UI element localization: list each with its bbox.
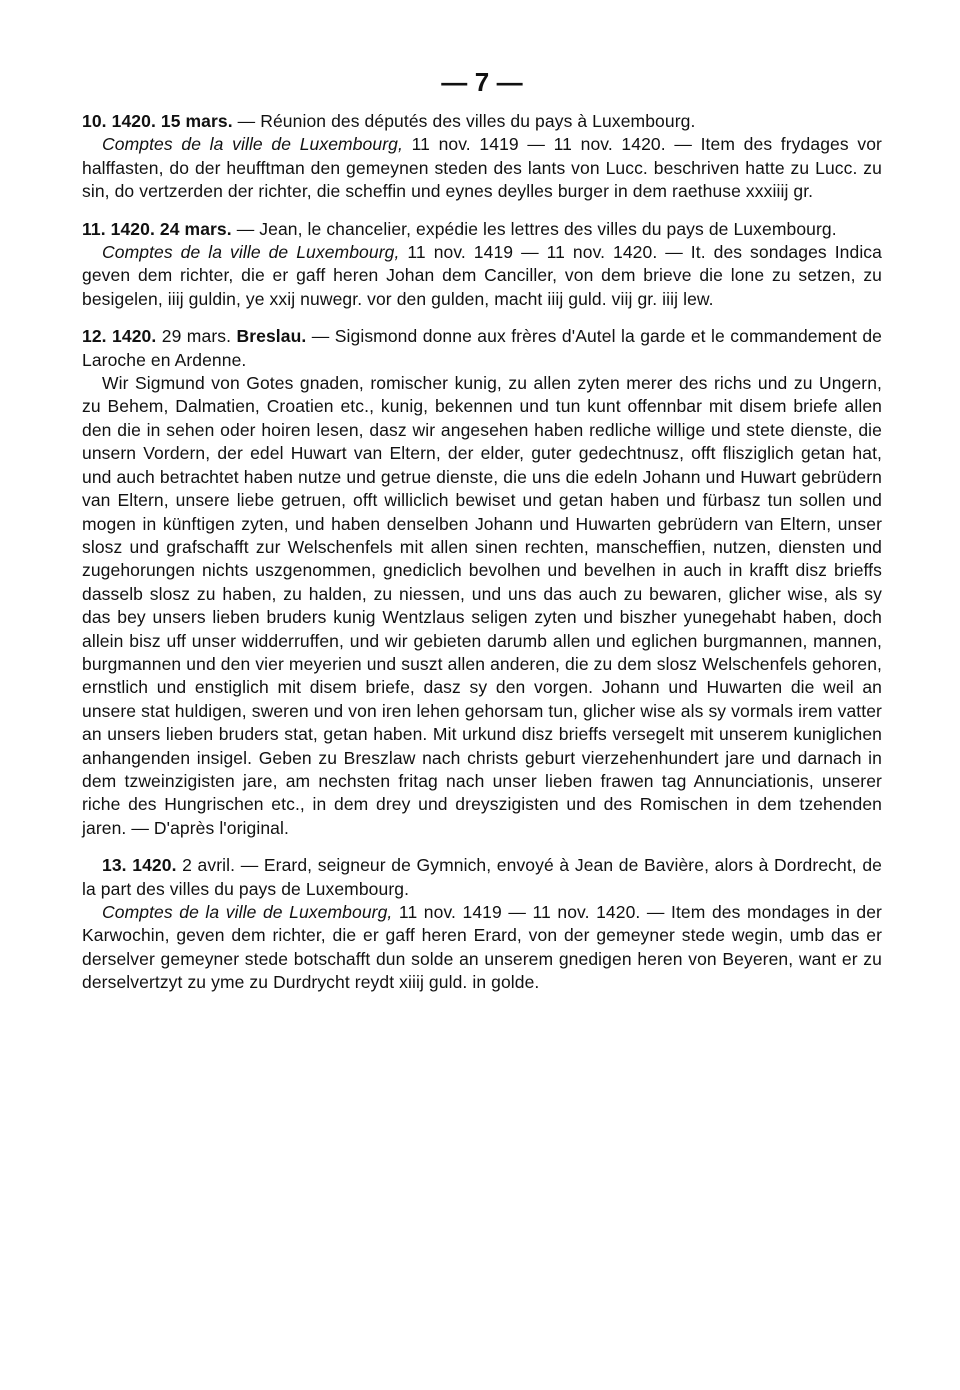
document-page [82, 62, 882, 1009]
entry-date: 24 mars. [159, 218, 232, 239]
entry-source: Comptes de la ville de Luxembourg, [102, 242, 400, 263]
entry-source: Comptes de la ville de Luxembourg, [102, 134, 403, 155]
entry-date: 29 mars. [161, 326, 232, 347]
entry-number: 12. [82, 326, 107, 347]
entry-source-paragraph [82, 901, 882, 995]
entry-source-paragraph [82, 241, 882, 311]
entry-year: 1420. [111, 111, 156, 131]
entry-source-text: 11 nov. 1419 — 11 nov. 1420. — Item des frydages vor halffasten, do der heufftman den gemeynen steden des lants von Lucc. beschriven hatte zu Lucc. zu sin, do vertzerden der richter, die scheffin und eynes deylles burger in dem raethuse xxxiiij gr. [82, 134, 882, 202]
entry-summary: — Erard, seigneur de Gymnich, envoyé à Jean de Bavière, alors à Dordrecht, de la part des villes du pays de Luxembourg. [82, 855, 883, 899]
entry-heading [82, 110, 882, 133]
entry-number: 11. [82, 218, 106, 239]
entry-date: 2 avril. [182, 855, 236, 876]
entry-heading [82, 854, 882, 901]
entry-heading [82, 325, 882, 372]
entry-charter-text: Wir Sigmund von Gotes gnaden, romischer kunig, zu allen zyten merer des richs und zu Ungern, zu Behem, Dalmatien, Croatien etc., kunig, bekennen und tun kunt offennbar mit disem briefe allen den die in sehen oder hoiren lesen, dasz wir angesehen haben redliche willige und stete dienste, die unsern Vordern, der edel Huwart van Eltern, der elder, guter gedechtnusz, offt flisziglich getan hat, und auch betrachtet haben nutze und getrue dienste, die uns die edeln Johann und Huwart gebrüdern van Eltern, unsere liebe getruen, offt williclich bewiset und getan haben und fürbasz tun sollen und mogen in künftigen zyten, und haben denselben Johann und Huwarten gebrüdern van Eltern, unser slosz und grafschafft zur Welschenfels mit allen sinen rechten, manscheffien, nutzen, diensten und zugehorungen nichts uszgenommen, gnediclich bevolhen und bevelhen in auch in krafft disz brieffs dasselb slosz zu haben, zu halden, zu niessen, und uns das auch zu bewaren, glicher wise, als sy das bey unsers lieben bruders kunig Wentzlaus seligen zyten und biszher yunegehabt haben, doch allein bisz uff unser widderruffen, und wir gebieten darumb allen und eglichen burgmannen, mannen, burgmannen und den vier meyerien und suszt allen anderen, die zu dem slosz Welschenfels gehoren, ernstlich und enstiglich mit disem briefe, dasz sy den vorgen. Johann und Huwarten die weil an unsere stat huldigen, sweren und von iren lehen gehorsam tun, glicher wise als sy vormals irem vatter an unsers lieben bruders stat, getan haben. Mit urkund disz brieffs versegelt mit unserem kuniglichen anhangenden insigel. Geben zu Breszlaw nach christs geburt vierzehenhundert jare und darnach in dem tzweinzigisten jare, am nechsten fritag nach unser lieben frawen tag Annunciationis, unserer riche des Hungrischen etc., in dem drey und dreyszigisten und des Romischen in dem tzehenden jaren. — D'après l'original. [82, 373, 882, 838]
entry-year: 1420. [112, 326, 157, 347]
entry-10 [82, 110, 882, 204]
entry-11 [82, 218, 882, 312]
entry-date: 15 mars. [160, 111, 233, 131]
entry-summary: — Sigismond donne aux frères d'Autel la garde et le commandement de Laroche en Ardenne. [82, 326, 882, 370]
entry-number: 13. [102, 855, 127, 876]
page-number: — 7 — [441, 67, 523, 97]
entry-source-text: 11 nov. 1419 — 11 nov. 1420. — It. des sondages Indica geven dem richter, die er gaff heren Johan dem Canciller, von dem brieve die lone zu setzen, zu besigelen, iiij guldin, ye xxij nuwegr. vor den gulden, macht iiij guld. viij gr. iiij lew. [82, 242, 882, 309]
entry-13 [82, 854, 882, 994]
entry-heading [82, 218, 882, 241]
entry-source: Comptes de la ville de Luxembourg, [102, 902, 393, 922]
entry-number: 10. [82, 111, 107, 131]
entry-year: 1420. [132, 855, 177, 876]
entry-place: Breslau. [236, 326, 307, 347]
entry-summary: — Jean, le chancelier, expédie les lettres des villes du pays de Luxembourg. [231, 218, 837, 239]
entry-summary: — Réunion des députés des villes du pays à Luxembourg. [232, 111, 696, 131]
entry-source-text: 11 nov. 1419 — 11 nov. 1420. — Item des mondages in der Karwochin, geven dem richter, die er gaff heren Erard, von der gemeyner stede wegin, umb das er derselver gemeyner stede botschafft dun solde an unserem gnedigen heren von Beyeren, want er zu derselvertzyt zu yme zu Durdrycht reydt xiiij guld. in golde. [82, 902, 882, 993]
entry-source-paragraph [82, 133, 882, 203]
entry-12 [82, 325, 882, 840]
entry-year: 1420. [110, 218, 155, 239]
